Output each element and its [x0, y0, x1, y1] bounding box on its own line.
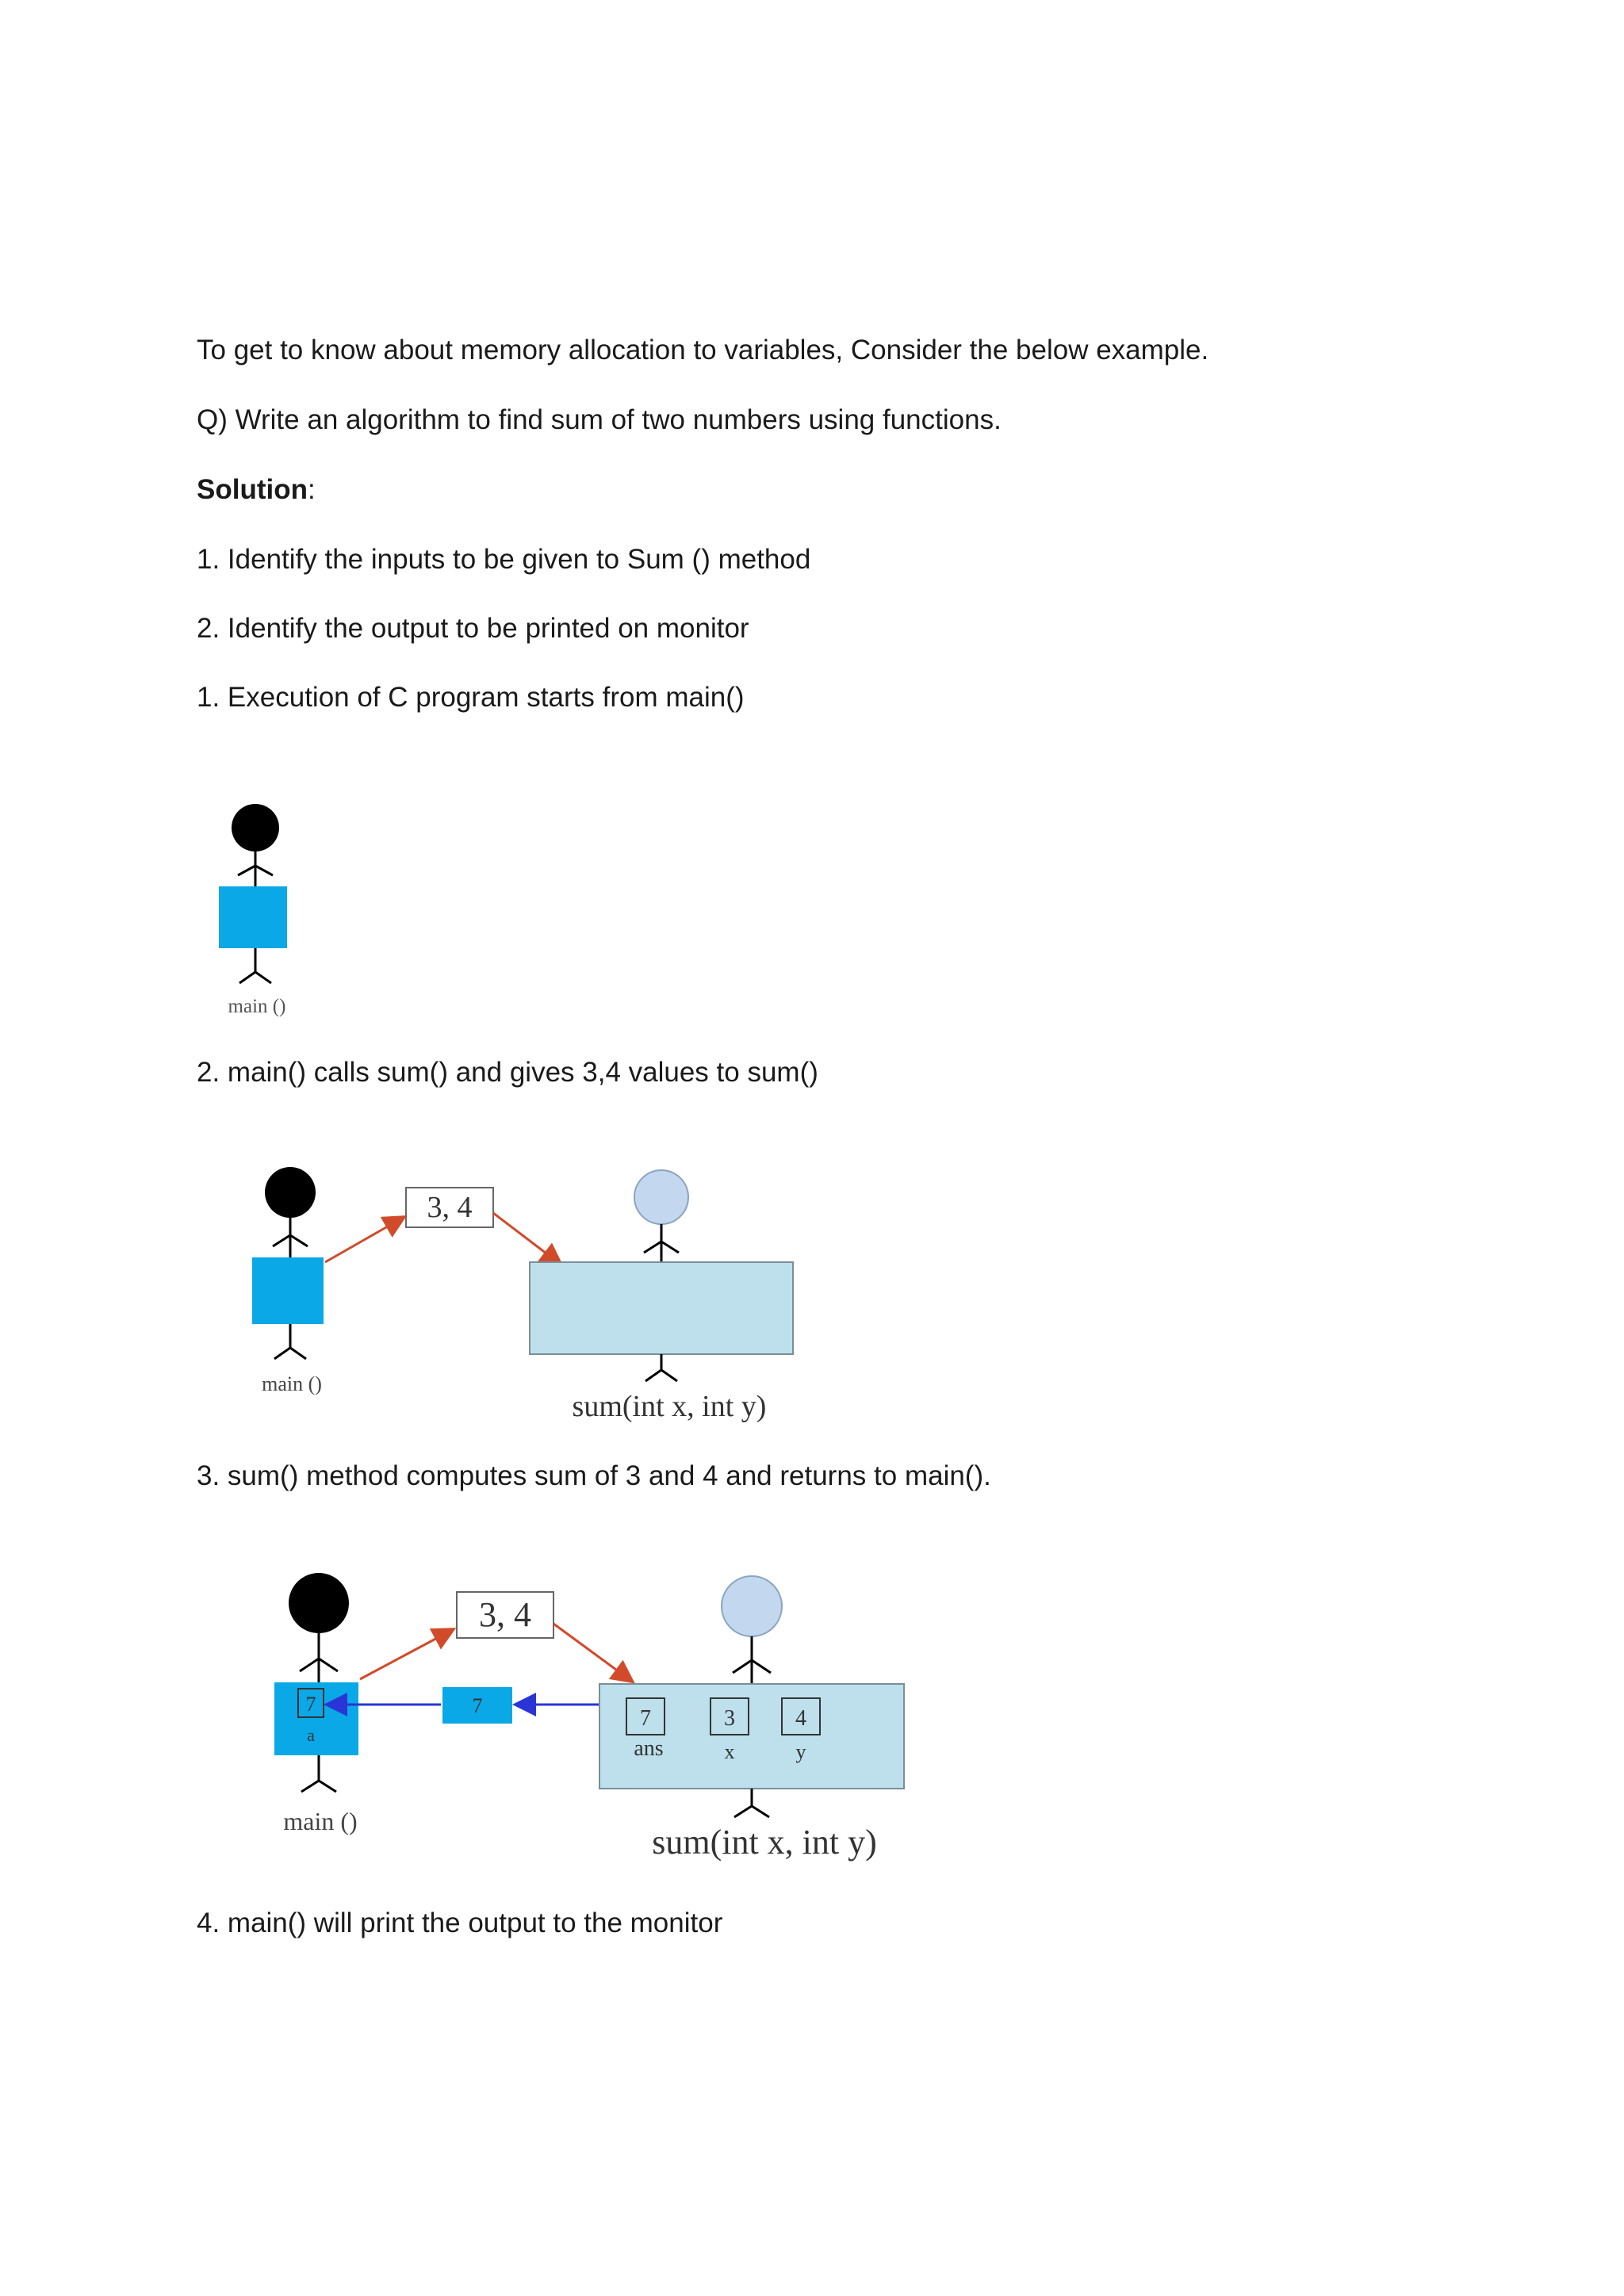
- call-arrow-to-sum: [553, 1624, 631, 1681]
- callee-leg-right: [661, 1370, 677, 1381]
- y-value: 4: [795, 1706, 806, 1731]
- caller-stack-box: [274, 1682, 358, 1755]
- caller-leg-right: [319, 1781, 336, 1792]
- x-value: 3: [724, 1706, 735, 1731]
- callee-arm-right: [661, 1242, 679, 1253]
- caller-arm-left: [300, 1659, 319, 1671]
- callee-arm-right: [752, 1660, 771, 1673]
- caller-head: [265, 1167, 316, 1218]
- caller-leg-left: [274, 1348, 290, 1359]
- callee-leg-left: [645, 1370, 661, 1381]
- caller-arm-right: [319, 1659, 338, 1671]
- question-text: Q) Write an algorithm to find sum of two numbers using functions.: [197, 404, 1002, 435]
- var-a-value: 7: [305, 1693, 316, 1716]
- main-arm-left: [238, 866, 255, 875]
- caller-head: [289, 1573, 349, 1633]
- caller-caption: main (): [283, 1807, 358, 1835]
- callee-arm-left: [733, 1660, 752, 1673]
- solution-heading: [197, 473, 316, 507]
- figure-main-frame: [190, 793, 508, 1017]
- args-text: 3, 4: [427, 1191, 473, 1224]
- ans-label: ans: [634, 1736, 664, 1761]
- step-identify-output: 2. Identify the output to be printed on monitor: [197, 613, 749, 644]
- x-label: x: [724, 1740, 735, 1763]
- callee-caption: sum(int x, int y): [652, 1823, 877, 1862]
- step-identify-inputs: 1. Identify the inputs to be given to Sum () method: [197, 544, 811, 575]
- main-leg-left: [239, 972, 255, 983]
- step-execution-start: 1. Execution of C program starts from main(): [197, 682, 745, 713]
- y-label: y: [795, 1740, 806, 1763]
- figure-return-to-main: [190, 1562, 952, 1879]
- main-arm-right: [255, 866, 273, 875]
- solution-colon: :: [307, 474, 316, 505]
- call-arrow-to-args: [325, 1218, 403, 1262]
- step-main-prints: 4. main() will print the output to the monitor: [197, 1908, 723, 1938]
- caller-leg-right: [290, 1348, 306, 1359]
- caller-leg-left: [301, 1781, 319, 1792]
- main-caption: main (): [228, 996, 286, 1017]
- callee-arm-left: [644, 1242, 661, 1253]
- return-value-text: 7: [472, 1694, 483, 1717]
- callee-caption: sum(int x, int y): [572, 1390, 767, 1423]
- caller-arm-right: [290, 1235, 308, 1246]
- call-arrow-to-sum: [493, 1213, 560, 1264]
- caller-arm-left: [273, 1235, 290, 1246]
- main-stack-box: [219, 886, 287, 948]
- callee-head: [722, 1576, 782, 1636]
- main-head: [232, 804, 279, 851]
- callee-leg-left: [734, 1806, 752, 1817]
- var-a-label: a: [307, 1725, 315, 1745]
- ans-value: 7: [640, 1706, 651, 1731]
- call-arrow-to-args: [360, 1630, 452, 1679]
- args-text: 3, 4: [479, 1595, 531, 1634]
- sum-frame-box: [530, 1262, 793, 1354]
- caller-caption: main (): [262, 1372, 322, 1395]
- callee-leg-right: [752, 1806, 769, 1817]
- figure-call-sum: [190, 1158, 825, 1427]
- solution-label: Solution: [197, 474, 308, 505]
- callee-head: [634, 1170, 688, 1224]
- caller-stack-box: [252, 1257, 324, 1324]
- step-main-calls-sum: 2. main() calls sum() and gives 3,4 values to sum(): [197, 1057, 818, 1088]
- intro-text: To get to know about memory allocation to variables, Consider the below example.: [197, 335, 1209, 365]
- step-sum-computes: 3. sum() method computes sum of 3 and 4 and returns to main().: [197, 1460, 991, 1491]
- main-leg-right: [255, 972, 271, 983]
